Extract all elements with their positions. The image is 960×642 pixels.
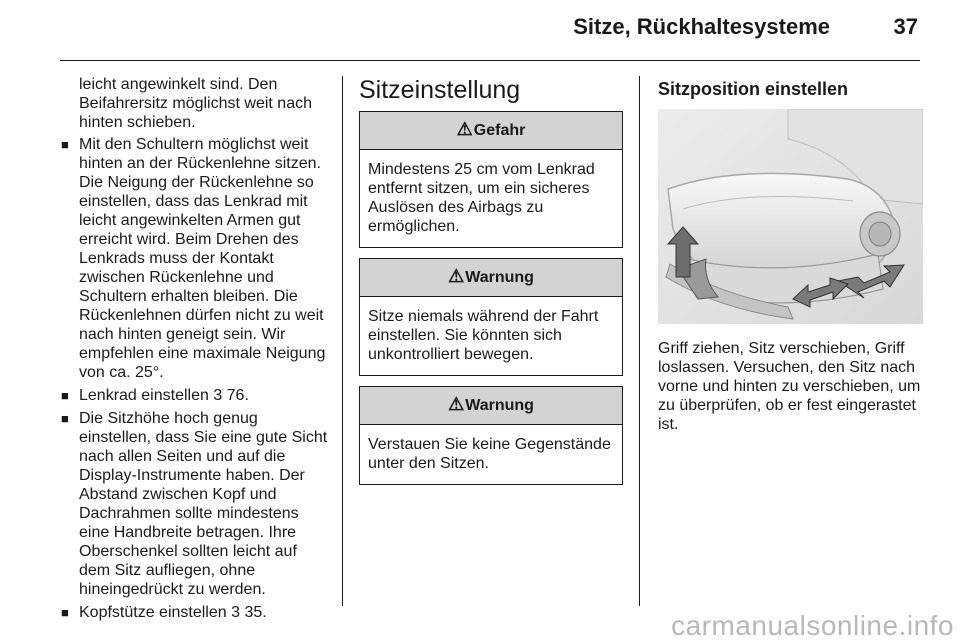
list-item bbox=[60, 409, 330, 599]
list-item-text: Mit den Schultern möglichst weit hinten an der Rückenlehne sitzen. Die Neigung der Rückenlehne so einstellen, dass das Lenkrad mit leicht angewinkelten Armen gut erreicht wird. Beim Drehen des Lenkrads muss der Kontakt zwischen Rückenlehne und Schultern erhalten bleiben. Die Rückenlehnen dürfen nicht zu weit nach hinten geneigt sein. Wir empfehlen eine maximale Neigung von ca. 25°. bbox=[79, 136, 326, 381]
list-item-text: Die Sitzhöhe hoch genug einstellen, dass Sie eine gute Sicht nach allen Seiten und auf die Display-Instrumente haben. Der Abstand zwischen Kopf und Dachrahmen sollte mindestens eine Handbreite betragen. Ihre Oberschenkel sollten leicht auf dem Sitz aufliegen, ohne hineingedrückt zu werden. bbox=[79, 410, 328, 598]
watermark: carmanualsonline.info bbox=[671, 610, 954, 641]
warning-box bbox=[359, 258, 623, 376]
bullet-square-icon: ■ bbox=[61, 411, 69, 426]
middle-column bbox=[359, 75, 623, 495]
page-section-title: Sitze, Rückhaltesysteme bbox=[573, 14, 830, 39]
warning-box-header bbox=[360, 387, 622, 425]
column-divider-left bbox=[342, 76, 343, 606]
intro-paragraph: leicht angewinkelt sind. Den Beifahrersitz möglichst weit nach hinten schieben. bbox=[79, 76, 312, 131]
list-item-text: Kopfstütze einstellen 3 35. bbox=[79, 604, 267, 621]
column-divider-right bbox=[639, 76, 640, 606]
warning-triangle-icon: ⚠ bbox=[448, 266, 465, 286]
bullet-square-icon: ■ bbox=[61, 605, 69, 620]
section-heading-seat-position: Sitzposition einstellen bbox=[658, 79, 849, 99]
danger-box-text: Mindestens 25 cm vom Lenkrad entfernt sitzen, um ein sicheres Auslösen des Airbags zu ermöglichen. bbox=[368, 161, 595, 235]
instruction-paragraph: Griff ziehen, Sitz verschieben, Griff loslassen. Versuchen, den Sitz nach vorne und hinten zu verschieben, um zu überprüfen, ob er fest eingerastet ist. bbox=[658, 340, 921, 433]
list-item-text: Lenkrad einstellen 3 76. bbox=[79, 387, 249, 404]
warning-triangle-icon: ⚠ bbox=[456, 119, 473, 139]
warning-box-text: Verstauen Sie keine Gegenstände unter den Sitzen. bbox=[368, 436, 611, 472]
left-column bbox=[60, 75, 330, 626]
warning-box bbox=[359, 386, 623, 485]
right-column bbox=[658, 75, 923, 434]
warning-triangle-icon: ⚠ bbox=[448, 394, 465, 414]
danger-box bbox=[359, 111, 623, 248]
danger-box-header bbox=[360, 112, 622, 150]
bullet-square-icon: ■ bbox=[61, 137, 69, 152]
seat-adjustment-illustration bbox=[658, 109, 923, 324]
list-item bbox=[60, 135, 330, 382]
list-item bbox=[60, 386, 330, 405]
section-heading-seat-adjustment: Sitzeinstellung bbox=[359, 76, 521, 104]
danger-box-title: Gefahr bbox=[473, 122, 526, 139]
warning-box-text: Sitze niemals während der Fahrt einstellen. Sie könnten sich unkontrolliert bewegen. bbox=[368, 308, 599, 363]
warning-box-title: Warnung bbox=[465, 269, 534, 286]
list-item bbox=[60, 603, 330, 622]
warning-box-title: Warnung bbox=[465, 397, 534, 414]
header-divider bbox=[60, 60, 920, 61]
bullet-square-icon: ■ bbox=[61, 388, 69, 403]
page-number: 37 bbox=[893, 14, 918, 39]
warning-box-header bbox=[360, 259, 622, 297]
instruction-list bbox=[60, 135, 330, 622]
